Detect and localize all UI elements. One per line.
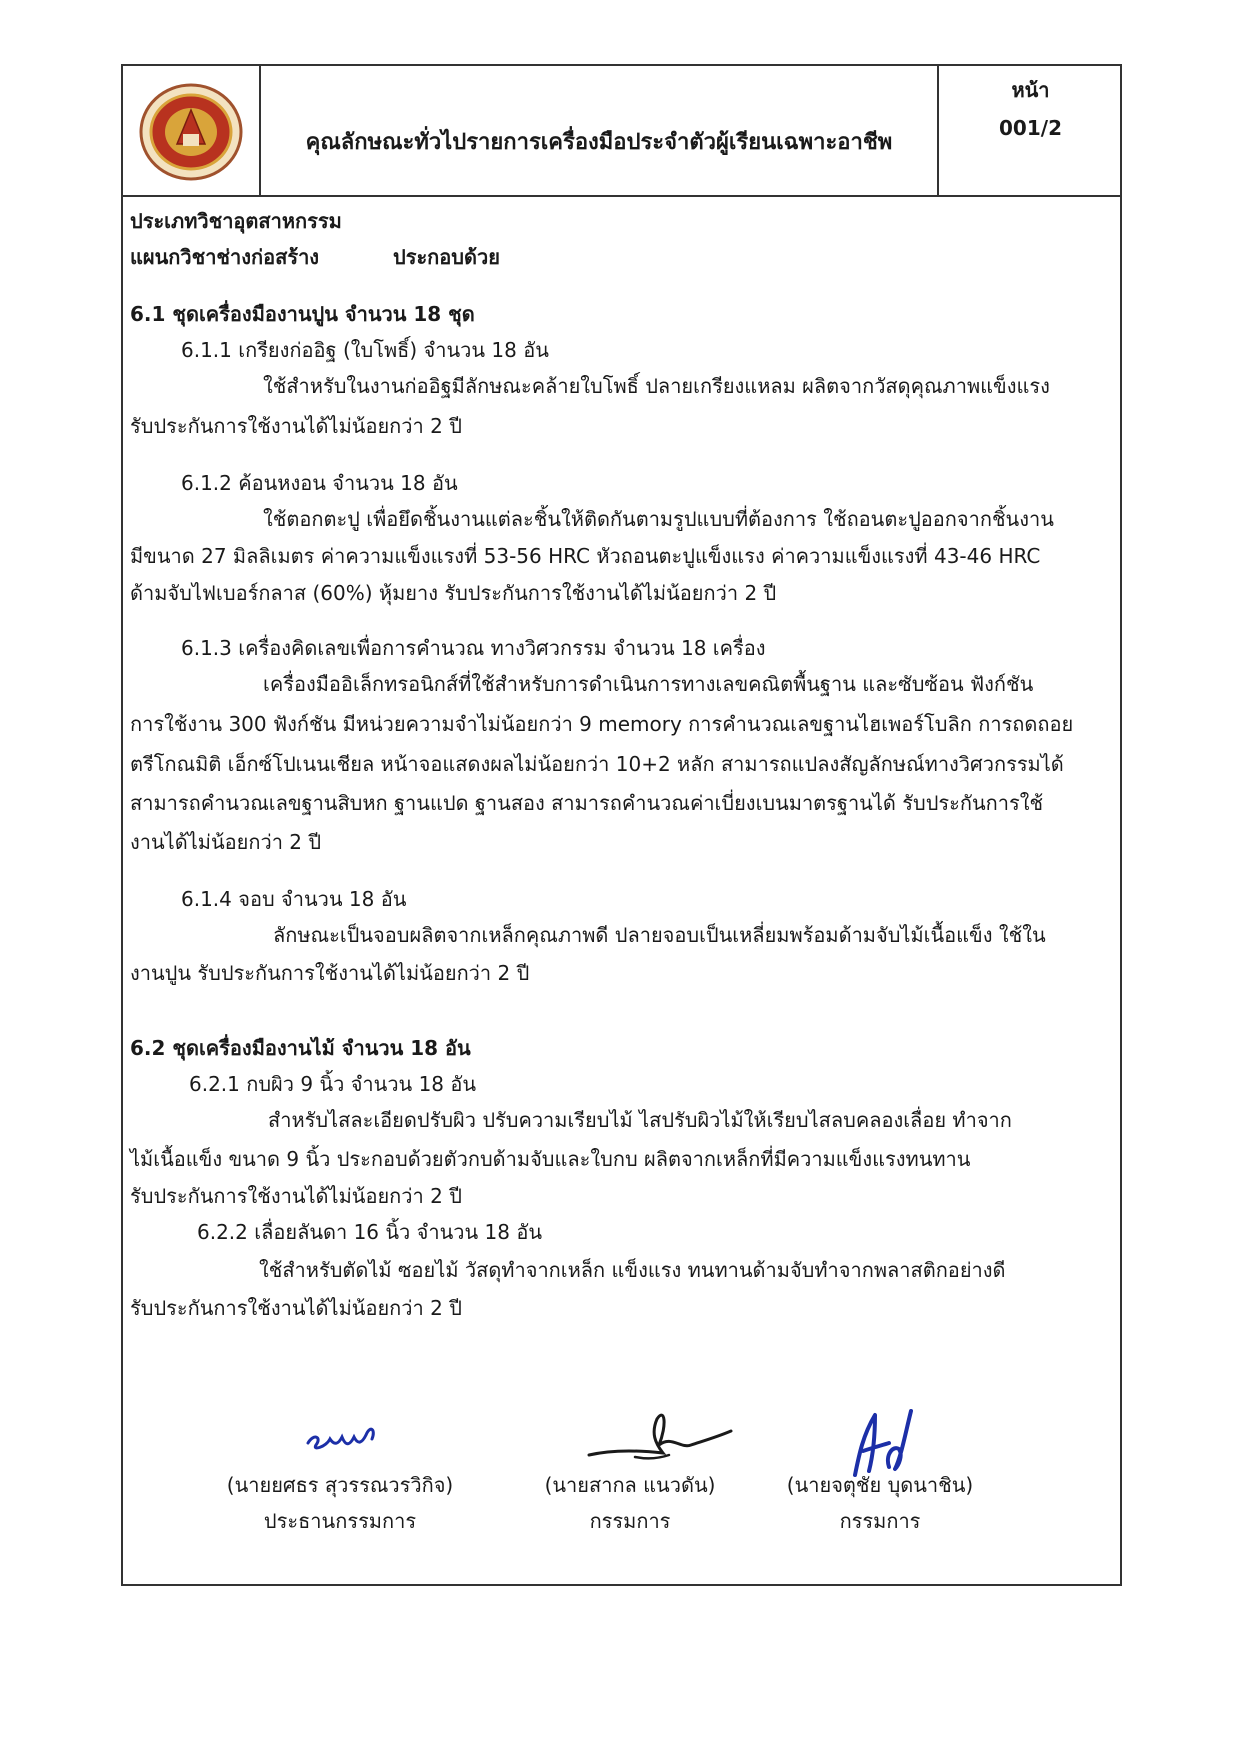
signer-role: ประธานกรรมการ	[263, 1509, 417, 1533]
signature-block-member-2	[760, 1471, 1000, 1535]
signature-block-member-1	[520, 1471, 740, 1535]
item-6-1-1-text: รับประกันการใช้งานได้ไม่น้อยกว่า 2 ปี	[130, 414, 462, 438]
page-label: หน้า	[1011, 78, 1050, 102]
title-cell	[261, 66, 939, 195]
item-6-2-2-text: ใช้สำหรับตัดไม้ ซอยไม้ วัสดุทำจากเหล็ก แข็งแรง ทนทานด้ามจับทำจากพลาสติกอย่างดี	[259, 1258, 1006, 1282]
logo-cell	[123, 66, 261, 195]
item-6-1-3-text: งานได้ไม่น้อยกว่า 2 ปี	[130, 830, 322, 854]
section-6-1-heading: 6.1 ชุดเครื่องมืองานปูน จำนวน 18 ชุด	[130, 302, 475, 326]
item-6-1-2-text: ใช้ตอกตะปู เพื่อยึดชิ้นงานแต่ละชิ้นให้ติดกันตามรูปแบบที่ต้องการ ใช้ถอนตะปูออกจากชิ้นงาน	[263, 507, 1054, 531]
signer-name: (นายจตุชัย บุดนาชิน)	[786, 1473, 974, 1497]
item-6-1-4-text: งานปูน รับประกันการใช้งานได้ไม่น้อยกว่า 2 ปี	[130, 961, 530, 985]
item-6-1-1-title: 6.1.1 เกรียงก่ออิฐ (ใบโพธิ์) จำนวน 18 อัน	[181, 338, 549, 362]
document-header	[123, 66, 1120, 197]
item-6-1-2-text: มีขนาด 27 มิลลิเมตร ค่าความแข็งแรงที่ 53-56 HRC หัวถอนตะปูแข็งแรง ค่าความแข็งแรงที่ 43-46 HRC	[130, 544, 1041, 568]
page-cell	[939, 66, 1122, 195]
item-6-1-3-text: สามารถคำนวณเลขฐานสิบหก ฐานแปด ฐานสอง สามารถคำนวณค่าเบี่ยงเบนมาตรฐานได้ รับประกันการใช้	[130, 791, 1044, 815]
category-consists: ประกอบด้วย	[393, 245, 500, 269]
category-type: ประเภทวิชาอุตสาหกรรม	[130, 209, 342, 233]
item-6-2-1-text: สำหรับไสละเอียดปรับผิว ปรับความเรียบไม้ ไสปรับผิวไม้ให้เรียบไสลบคลองเลื่อย ทำจาก	[268, 1108, 1012, 1132]
signer-role: กรรมการ	[589, 1509, 671, 1533]
item-6-2-1-text: ไม้เนื้อแข็ง ขนาด 9 นิ้ว ประกอบด้วยตัวกบด้ามจับและใบกบ ผลิตจากเหล็กที่มีความแข็งแรงทนทาน	[130, 1147, 971, 1171]
signature-block-chair	[200, 1471, 480, 1535]
item-6-1-3-text: เครื่องมืออิเล็กทรอนิกส์ที่ใช้สำหรับการดำเนินการทางเลขคณิตพื้นฐาน และซับซ้อน ฟังก์ชัน	[263, 672, 1034, 696]
document-title: คุณลักษณะทั่วไปรายการเครื่องมือประจำตัวผู้เรียนเฉพาะอาชีพ	[305, 130, 893, 155]
signer-name: (นายสากล แนวดัน)	[544, 1473, 716, 1497]
item-6-1-1-text: ใช้สำหรับในงานก่ออิฐมีลักษณะคล้ายใบโพธิ์ ปลายเกรียงแหลม ผลิตจากวัสดุคุณภาพแข็งแรง	[263, 374, 1050, 398]
item-6-2-2-title: 6.2.2 เลื่อยลันดา 16 นิ้ว จำนวน 18 อัน	[197, 1220, 543, 1244]
item-6-2-1-title: 6.2.1 กบผิว 9 นิ้ว จำนวน 18 อัน	[189, 1072, 477, 1096]
vec-logo-emblem	[137, 82, 245, 182]
item-6-1-2-title: 6.1.2 ค้อนหงอน จำนวน 18 อัน	[181, 471, 458, 495]
category-dept: แผนกวิชาช่างก่อสร้าง	[130, 245, 320, 269]
item-6-1-3-text: ตรีโกณมิติ เอ็กซ์โปเนนเชียล หน้าจอแสดงผลไม่น้อยกว่า 10+2 หลัก สามารถแปลงสัญลักษณ์ทางวิศวกรรมได้	[130, 752, 1064, 776]
section-6-2-heading: 6.2 ชุดเครื่องมืองานไม้ จำนวน 18 อัน	[130, 1036, 471, 1060]
item-6-1-4-text: ลักษณะเป็นจอบผลิตจากเหล็กคุณภาพดี ปลายจอบเป็นเหลี่ยมพร้อมด้ามจับไม้เนื้อแข็ง ใช้ใน	[273, 923, 1046, 947]
signer-role: กรรมการ	[839, 1509, 921, 1533]
item-6-1-4-title: 6.1.4 จอบ จำนวน 18 อัน	[181, 887, 407, 911]
item-6-1-3-title: 6.1.3 เครื่องคิดเลขเพื่อการคำนวณ ทางวิศวกรรม จำนวน 18 เครื่อง	[181, 636, 766, 660]
item-6-1-3-text: การใช้งาน 300 ฟังก์ชัน มีหน่วยความจำไม่น้อยกว่า 9 memory การคำนวณเลขฐานไฮเพอร์โบลิก การถดถอย	[130, 712, 1074, 736]
signer-name: (นายยศธร สุวรรณวรวิกิจ)	[226, 1473, 454, 1497]
document-frame	[121, 64, 1122, 1586]
page-number: 001/2	[999, 116, 1062, 140]
item-6-2-1-text: รับประกันการใช้งานได้ไม่น้อยกว่า 2 ปี	[130, 1184, 462, 1208]
item-6-1-2-text: ด้ามจับไฟเบอร์กลาส (60%) หุ้มยาง รับประกันการใช้งานได้ไม่น้อยกว่า 2 ปี	[130, 581, 777, 605]
vec-signature-1	[300, 1415, 400, 1465]
vec-signature-2	[585, 1405, 735, 1480]
item-6-2-2-text: รับประกันการใช้งานได้ไม่น้อยกว่า 2 ปี	[130, 1296, 462, 1320]
